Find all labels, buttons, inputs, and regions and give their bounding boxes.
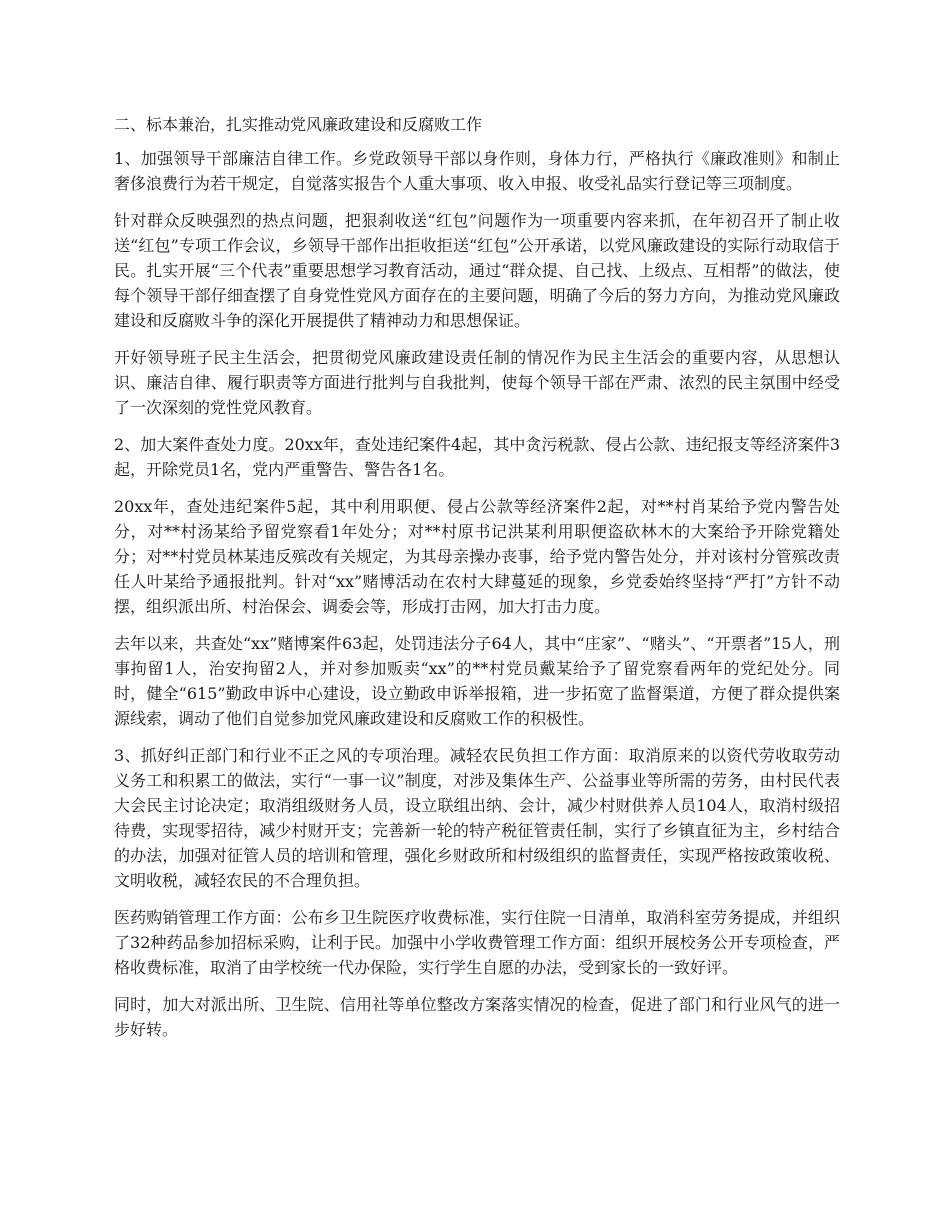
paragraph-case-investigation: 2、加大案件查处力度。20xx年，查处违纪案件4起，其中贪污税款、侵占公款、违纪报支等经济案件3起，开除党员1名，党内严重警告、警告各1名。 (114, 435, 840, 479)
paragraph-inspection: 同时，加大对派出所、卫生院、信用社等单位整改方案落实情况的检查，促进了部门和行业风气的进一步好转。 (114, 995, 840, 1039)
paragraph-medical-education: 医药购销管理工作方面：公布乡卫生院医疗收费标准，实行住院一日清单，取消科室劳务提成，并组织了32种药品参加招标采购，让利于民。加强中小学收费管理工作方面：组织开展校务公开专项检查，严格收费标准，取消了由学校统一代办保险，实行学生自愿的办法，受到家长的一致好评。 (114, 908, 840, 977)
paragraph-red-envelope: 针对群众反映强烈的热点问题，把狠刹收送“红包”问题作为一项重要内容来抓，在年初召开了制止收送“红包”专项工作会议，乡领导干部作出拒收拒送“红包”公开承诺，以党风廉政建设的实际行动取信于民。扎实开展“三个代表”重要思想学习教育活动，通过“群众提、自己找、上级点、互相帮”的做法，使每个领导干部仔细查摆了自身党性党风方面存在的主要问题，明确了今后的努力方向，为推动党风廉政建设和反腐败斗争的深化开展提供了精神动力和思想保证。 (114, 211, 840, 330)
section-heading: 二、标本兼治，扎实推动党风廉政建设和反腐败工作 (114, 115, 483, 134)
paragraph-disciplinary-cases: 20xx年，查处违纪案件5起，其中利用职便、侵占公款等经济案件2起，对**村肖某给予党内警告处分，对**村汤某给予留党察看1年处分；对**村原书记洪某利用职便盗砍林木的大案给予开除党籍处分；对**村党员林某违反殡改有关规定，为其母亲操办丧事，给予党内警告处分，并对该村分管殡改责任人叶某给予通报批判。针对“xx”赌博活动在农村大肆蔓延的现象，乡党委始终坚持“严打”方针不动摆，组织派出所、村治保会、调委会等，形成打击网，加大打击力度。 (114, 497, 840, 616)
paragraph-democratic-meeting: 开好领导班子民主生活会，把贯彻党风廉政建设责任制的情况作为民主生活会的重要内容，从思想认识、廉洁自律、履行职责等方面进行批判与自我批判，使每个领导干部在严肃、浓烈的民主氛围中经受了一次深刻的党性党风教育。 (114, 348, 840, 417)
paragraph-industry-rectification: 3、抓好纠正部门和行业不正之风的专项治理。减轻农民负担工作方面：取消原来的以资代劳收取劳动义务工和积累工的做法，实行“一事一议”制度，对涉及集体生产、公益事业等所需的劳务，由村民代表大会民主讨论决定；取消组级财务人员，设立联组出纳、会计，减少村财供养人员104人，取消村级招待费，实现零招待，减少村财开支；完善新一轮的特产税征管责任制，实行了乡镇直征为主，乡村结合的办法，加强对征管人员的培训和管理，强化乡财政所和村级组织的监督责任，实现严格按政策收税、文明收税，减轻农民的不合理负担。 (114, 746, 840, 890)
paragraph-gambling-cases: 去年以来，共查处“xx”赌博案件63起，处罚违法分子64人，其中“庄家”、“赌头”、“开票者”15人，刑事拘留1人，治安拘留2人，并对参加贩卖“xx”的**村党员戴某给予了留党察看两年的党纪处分。同时，健全“615”勤政申诉中心建设，设立勤政申诉举报箱，进一步拓宽了监督渠道，方便了群众提供案源线索，调动了他们自觉参加党风廉政建设和反腐败工作的积极性。 (114, 634, 840, 728)
document-body (114, 112, 840, 1054)
paragraph-self-discipline: 1、加强领导干部廉洁自律工作。乡党政领导干部以身作则，身体力行，严格执行《廉政准则》和制止奢侈浪费行为若干规定，自觉落实报告个人重大事项、收入申报、收受礼品实行登记等三项制度。 (114, 149, 840, 193)
